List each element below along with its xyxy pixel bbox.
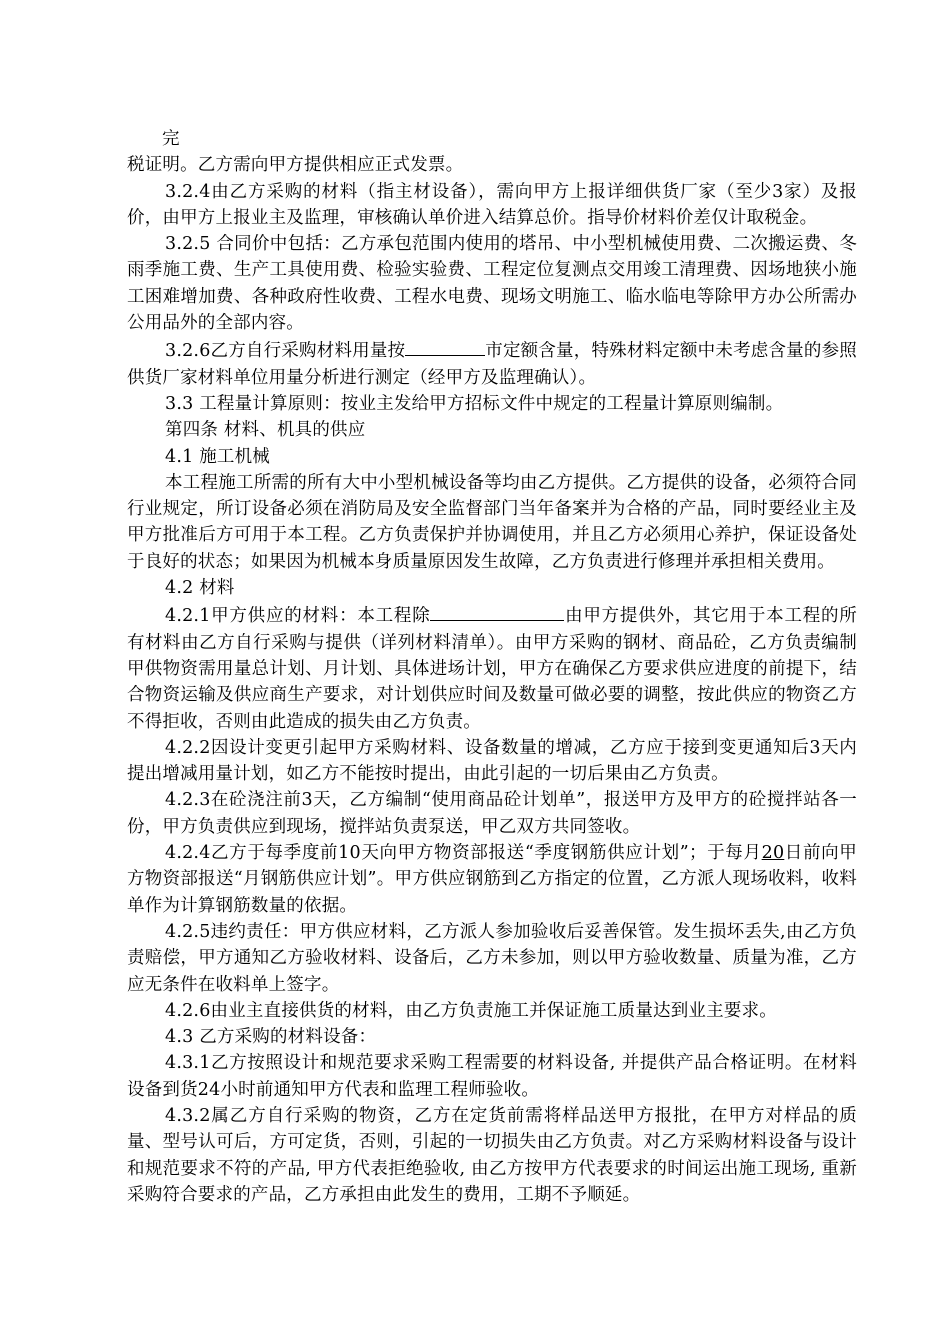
clause-3-2-4: 3.2.4由乙方采购的材料（指主材设备），需向甲方上报详细供货厂家（至少3家）及报价，由甲方上报业主及监理，审核确认单价进入结算总价。指导价材料价差仅计取税金。 [127, 181, 857, 228]
clause-4-2-5: 4.2.5违约责任：甲方供应材料，乙方派人参加验收后妥善保管。发生损坏丢失,由乙方负责赔偿，甲方通知乙方验收材料、设备后，乙方未参加，则以甲方验收数量、质量为准，乙方应无条件在收料单上签字。 [127, 921, 857, 995]
article-4-heading: 第四条 材料、机具的供应 [165, 420, 366, 441]
section-4-1-heading: 4.1 施工机械 [165, 446, 270, 467]
clause-3-2-5: 3.2.5 合同价中包括：乙方承包范围内使用的塔吊、中小型机械使用费、二次搬运费、冬雨季施工费、生产工具使用费、检验实验费、工程定位复测点交用竣工清理费、因场地狭小施工困难增加费、各种政府性收费、工程水电费、现场文明施工、临水临电等除甲方办公所需办公用品外的全部内容。 [127, 234, 857, 334]
document-page [127, 126, 857, 1208]
clause-4-2-1-text-a: 4.2.1甲方供应的材料：本工程除 [165, 606, 431, 627]
line-wan: 完 [162, 129, 180, 149]
clause-3-3: 3.3 工程量计算原则：按业主发给甲方招标文件中规定的工程量计算原则编制。 [165, 393, 784, 414]
clause-4-2-6: 4.2.6由业主直接供货的材料，由乙方负责施工并保证施工质量达到业主要求。 [165, 1000, 777, 1021]
section-4-3-heading: 4.3 乙方采购的材料设备： [165, 1027, 377, 1048]
clause-3-2-6-text-a: 3.2.6乙方自行采购材料用量按 [165, 341, 406, 362]
clause-3-2-6-blank [405, 336, 485, 356]
section-4-1-body: 本工程施工所需的所有大中小型机械设备等均由乙方提供。乙方提供的设备，必须符合同行业规定，所订设备必须在消防局及安全监督部门当年备案并为合格的产品，同时要经业主及甲方批准后方可用于本工程。乙方负责保护并协调使用，并且乙方必须用心养护，保证设备处于良好的状态；如果因为机械本身质量原因发生故障，乙方负责进行修理并承担相关费用。 [127, 472, 857, 572]
clause-4-2-4 [127, 840, 857, 919]
line-tax-certificate: 税证明。乙方需向甲方提供相应正式发票。 [127, 155, 464, 176]
section-4-2-heading: 4.2 材料 [165, 578, 235, 599]
clause-3-2-6 [127, 336, 857, 391]
clause-4-2-3: 4.2.3在砼浇注前3天，乙方编制“使用商品砼计划单”，报送甲方及甲方的砼搅拌站各一份，甲方负责供应到现场，搅拌站负责泵送，甲乙双方共同签收。 [127, 790, 857, 837]
clause-4-2-1 [127, 601, 857, 734]
clause-4-2-1-text-b: 由甲方提供外，其它用于本工程的所有材料由乙方自行采购与提供（详列材料清单）。由甲方采购的钢材、商品砼，乙方负责编制甲供物资需用量总计划、月计划、具体进场计划，甲方在确保乙方要求供应进度的前提下，结合物资运输及供应商生产要求，对计划供应时间及数量可做必要的调整，按此供应的物资乙方不得拒收，否则由此造成的损失由乙方负责。 [127, 606, 857, 732]
clause-4-2-1-blank [430, 601, 564, 621]
clause-4-2-4-day: 20 [761, 843, 785, 864]
clause-4-2-4-text-a: 4.2.4乙方于每季度前10天向甲方物资部报送“季度钢筋供应计划”；于每月 [165, 843, 762, 864]
clause-4-2-4-text-b: 日前向甲方物资部报送“月钢筋供应计划”。甲方供应钢筋到乙方指定的位置，乙方派人现场收料，收料单作为计算钢筋数量的依据。 [127, 843, 857, 916]
clause-4-3-2: 4.3.2属乙方自行采购的物资，乙方在定货前需将样品送甲方报批，在甲方对样品的质量、型号认可后，方可定货，否则，引起的一切损失由乙方负责。对乙方采购材料设备与设计和规范要求不符的产品, 甲方代表拒绝验收, 由乙方按甲方代表要求的时间运出施工现场, 重新采购符合要求的产品，乙方承担由此发生的费用，工期不予顺延。 [127, 1105, 857, 1205]
clause-3-2-6-text-b: 市定额含量，特殊材料定额中未考虑含量的参照供货厂家材料单位用量分析进行测定（经甲方及监理确认）。 [127, 341, 857, 388]
clause-4-3-1: 4.3.1乙方按照设计和规范要求采购工程需要的材料设备, 并提供产品合格证明。在材料设备到货24小时前通知甲方代表和监理工程师验收。 [127, 1053, 857, 1100]
clause-4-2-2: 4.2.2因设计变更引起甲方采购材料、设备数量的增减，乙方应于接到变更通知后3天内提出增减用量计划，如乙方不能按时提出，由此引起的一切后果由乙方负责。 [127, 737, 857, 785]
